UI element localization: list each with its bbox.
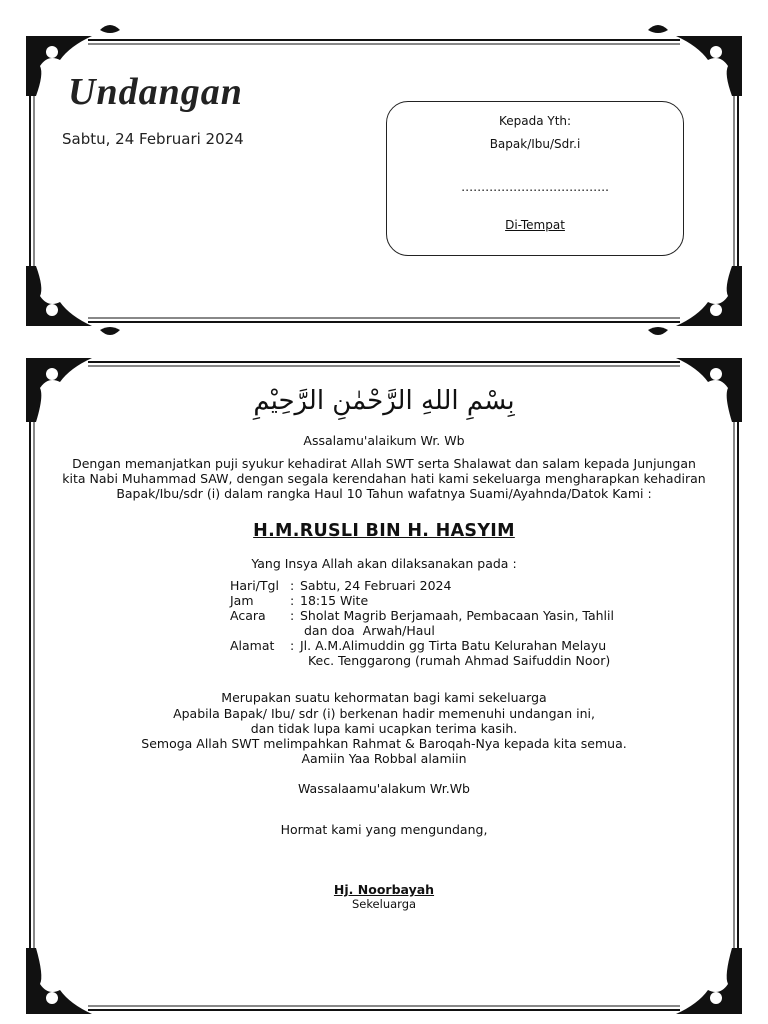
basmala-calligraphy: بِسْمِ اللهِ الرَّحْمٰنِ الرَّحِيْمِ [253,386,515,416]
letter-panel [0,350,768,1024]
detail-row-address: Alamat : Jl. A.M.Alimuddin gg Tirta Batu Kelurahan Melayu [230,638,607,653]
detail-value: Sabtu, 24 Februari 2024 [300,578,452,593]
detail-row-date: Hari/Tgl : Sabtu, 24 Februari 2024 [230,578,452,593]
letter-corner-ornament-bottom-left [26,948,92,1014]
corner-ornament-top-right [648,25,742,96]
address-line-title: Bapak/Ibu/Sdr.i [489,137,581,151]
letter-frame [0,350,768,1024]
detail-label: Acara [230,608,266,623]
detail-value: Sholat Magrib Berjamaah, Pembacaan Yasin, Tahlil [300,608,614,623]
schedule-intro: Yang Insya Allah akan dilaksanakan pada : [251,556,517,571]
detail-value: Kec. Tenggarong (rumah Ahmad Saifuddin Noor) [300,653,611,668]
intro-line-1: Dengan memanjatkan puji syukur kehadirat Allah SWT serta Shalawat dan salam kepada Junjungan [72,456,696,471]
corner-ornament-bottom-right [648,266,742,335]
closing-line-5: Aamiin Yaa Robbal alamiin [301,751,467,766]
address-line-blank: ………………………………. [461,180,609,194]
detail-row-time: Jam : 18:15 Wite [230,593,369,608]
address-line-recipient: Kepada Yth: [498,114,572,128]
detail-row-event-cont [230,623,614,638]
signer-name: Hj. Noorbayah [333,882,435,897]
honoree-name: H.M.RUSLI BIN H. HASYIM [253,521,515,541]
regards: Hormat kami yang mengundang, [280,822,488,837]
address-line-place: Di-Tempat [505,218,565,232]
intro-line-2: kita Nabi Muhammad SAW, dengan segala kerendahan hati kami sekeluarga mengharapkan kehadiran [62,471,706,486]
closing-line-3: dan tidak lupa kami ucapkan terima kasih. [250,721,518,736]
envelope-title: Undangan [68,71,243,113]
corner-ornament-bottom-left [26,266,120,335]
detail-label [230,653,290,668]
detail-label [230,623,290,638]
letter-corner-ornament-bottom-right [676,948,742,1014]
detail-label: Hari/Tgl [230,578,279,593]
detail-value: dan doa Arwah/Haul [300,623,435,638]
detail-value: Jl. A.M.Alimuddin gg Tirta Batu Kelurahan Melayu [300,638,607,653]
closing-line-1: Merupakan suatu kehormatan bagi kami sekeluarga [221,690,547,705]
event-details [230,578,614,668]
signer-family: Sekeluarga [351,897,417,911]
detail-label: Jam [230,593,254,608]
envelope-panel [0,0,768,340]
farewell: Wassalaamu'alakum Wr.Wb [297,781,470,796]
detail-row-address-cont [230,653,614,668]
intro-line-3: Bapak/Ibu/sdr (i) dalam rangka Haul 10 Tahun wafatnya Suami/Ayahnda/Datok Kami : [116,486,652,501]
closing-line-4: Semoga Allah SWT melimpahkan Rahmat & Baroqah-Nya kepada kita semua. [141,736,627,751]
envelope-date: Sabtu, 24 Februari 2024 [62,130,244,148]
detail-row-event: Acara : Sholat Magrib Berjamaah, Pembacaan Yasin, Tahlil [230,608,614,623]
detail-value: 18:15 Wite [300,593,369,608]
detail-label: Alamat [230,638,275,653]
address-box [386,101,684,256]
greeting: Assalamu'alaikum Wr. Wb [303,433,465,448]
closing-line-2: Apabila Bapak/ Ibu/ sdr (i) berkenan hadir memenuhi undangan ini, [173,706,595,721]
